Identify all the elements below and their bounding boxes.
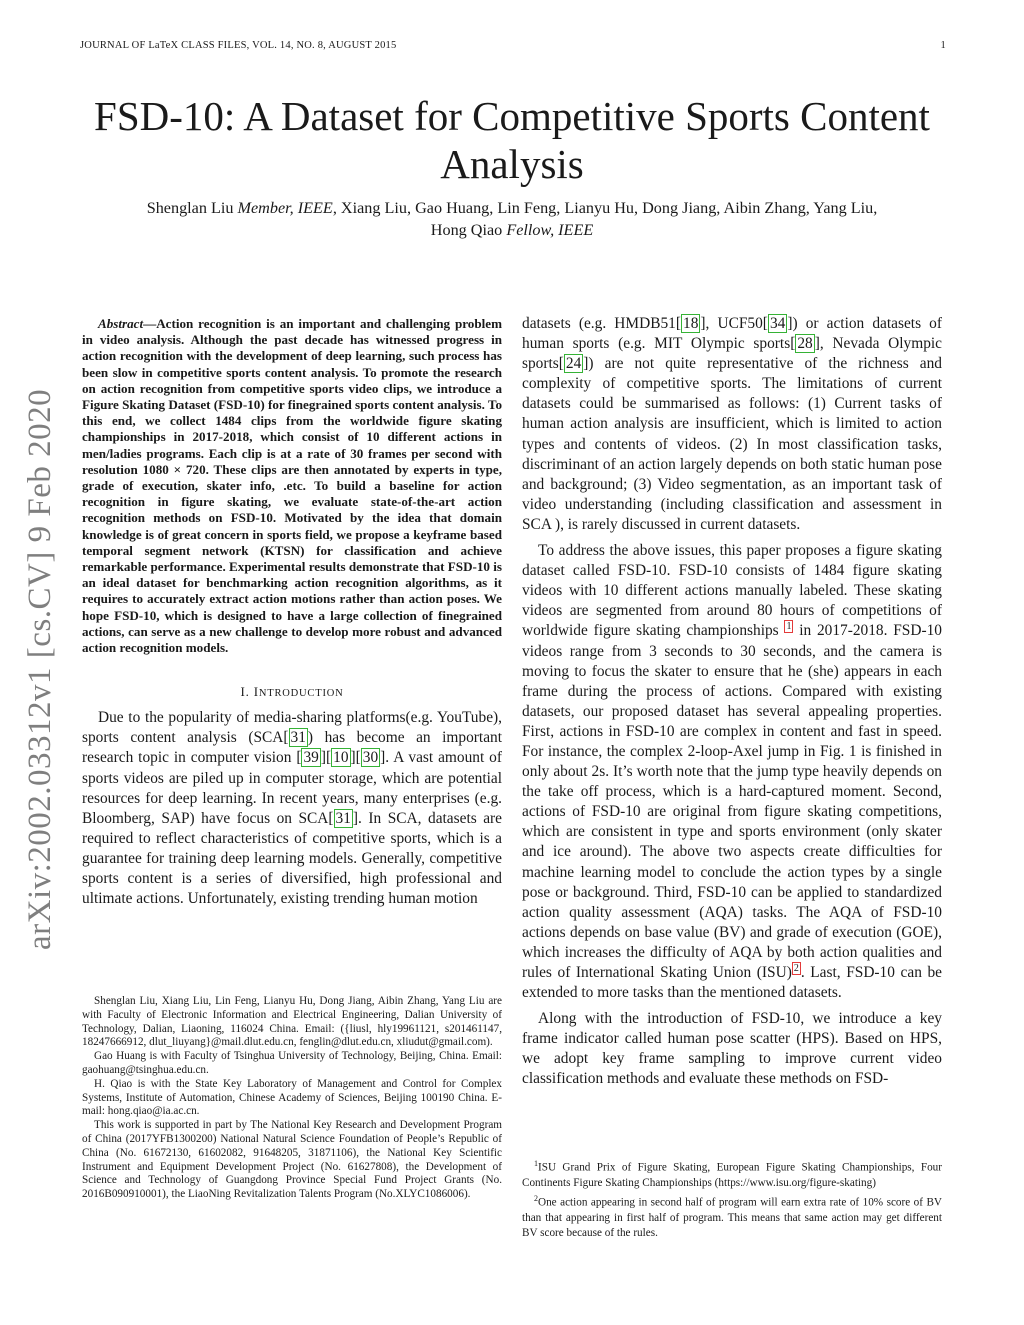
text-run: . Last, FSD-10 can be extended to more tasks than the mentioned datasets. bbox=[522, 964, 942, 1002]
citation-link[interactable]: 24 bbox=[565, 355, 582, 373]
text-run: ], Nevada Olympic sports[ bbox=[522, 335, 942, 373]
footnote-link[interactable]: 1 bbox=[786, 621, 792, 633]
intro-paragraph-1-cont bbox=[522, 314, 942, 535]
text-run: ]. In SCA, datasets are required to reflect characteristics of competitive sports, which is a guarantee for training deep learning models. Generally, competitive sports content is a series of diversified, high professional and ultimate actions. Unfortunately, existing trending human motion bbox=[82, 809, 503, 908]
footnote-mark: 1 bbox=[534, 1159, 538, 1168]
intro-paragraph-2 bbox=[522, 541, 942, 1003]
intro-paragraph-1: Due to the popularity of media-sharing platforms(e.g. YouTube), sports content analysis (SCA[ 31 ) has become an important research topic in computer vision [ 39 ][ 10 ][ 30 ]. A vast amount of sports videos are piled up in computer storage, which are potential resources for deep learning. In recent years, many enterprises (e.g. Bloomberg, SAP) have focus on SCA[ 31 ]. In SCA, datasets are required to reflect characteristics of competitive sports, which is a guarantee for training deep learning models. Generally, competitive sports content is a series of diversified, high professional and ultimate actions. Unfortunately, existing trending human motion bbox=[82, 709, 503, 908]
funding-footnote: This work is supported in part by The National Key Research and Development Program of China (2017YFB1300200) National Natural Science Foundation of People’s Republic of China (No. 61672130, 61602082, 91648205, 31871106), the National Key Scientific Instrument and Equipment Development Project (No. 61627808), the Development of Science and Technology of Guangdong Province Special Fund Project Grants (No. 2016B090910001), the LiaoNing Revitalization Talents Program (No.XLYC1086006). bbox=[82, 1119, 502, 1201]
section-numeral: I. bbox=[240, 684, 250, 700]
citation-link[interactable]: 31 bbox=[335, 809, 351, 827]
journal-info: JOURNAL OF LaTeX CLASS FILES, VOL. 14, NO. 8, AUGUST 2015 bbox=[80, 40, 397, 51]
footnote-2 bbox=[522, 1192, 942, 1240]
author-last: Hong Qiao bbox=[430, 221, 503, 239]
footnote-text: ISU Grand Prix of Figure Skating, European Figure Skating Championships, Four Continents Figure Skating Championships (https://www.isu.org/figure-skating) bbox=[522, 1161, 942, 1189]
section-first-letter: I bbox=[253, 684, 259, 700]
paper-title: FSD-10: A Dataset for Competitive Sports Content Analysis bbox=[94, 93, 930, 187]
citation-link[interactable]: 18 bbox=[683, 315, 699, 332]
section-title-rest: NTRODUCTION bbox=[258, 688, 344, 700]
footnote-mark: 2 bbox=[534, 1194, 538, 1204]
author-first: Shenglan Liu bbox=[146, 199, 234, 217]
text-run: in 2017-2018. FSD-10 videos range from 3 seconds to 30 seconds, and the camera is moving to focus the skater to ensure that he (she) appears in each frame during the process of actions. Compared with existing datasets, our proposed dataset has several appealing properties. First, actions in FSD-10 are complex in content and fast in speed. For instance, the complex 2-loop-Axel jump in Fig. 1 is finished in only about 2s. It’s worth note that the jump type heavily depends on the take off process, which is a hard-captured moment. Second, actions of FSD-10 are original from figure skating competitions, which are consistent in type and sports environment (only skater and ice around). The above two aspects create difficulties for machine learning model to conclude the action types by a single pose or background. Third, FSD-10 can be applied to standardized action quality assessment (AQA) tasks. The AQA of FSD-10 actions depends on base value (BV) and grade of execution (GOE), which increases the difficulty of AQA by both action qualities and rules of International Skating Union (ISU) bbox=[522, 622, 942, 981]
text-run: Due to the popularity of media-sharing platforms(e.g. YouTube), sports content analysis (SCA bbox=[82, 709, 502, 747]
text-run: ][ bbox=[320, 749, 332, 767]
text-run: To address the above issues, this paper proposes a figure skating dataset called FSD-10. FSD-10 consists of 1484 figure skating videos with 10 different actions manually labeled. These skating videos are segmented from around 80 hours of competitions of worldwide figure skating championships bbox=[522, 542, 942, 640]
section-heading-introduction bbox=[82, 684, 502, 700]
abstract bbox=[82, 316, 502, 656]
text-run: datasets (e.g. HMDB51[ bbox=[522, 315, 681, 332]
text-run: ][ bbox=[350, 749, 361, 767]
author-middle: , Xiang Liu, Gao Huang, Lin Feng, Lianyu Hu, Dong Jiang, Aibin Zhang, Yang Liu, bbox=[332, 199, 878, 217]
author-affiliation-footnote: Shenglan Liu, Xiang Liu, Lin Feng, Lianyu Hu, Dong Jiang, Aibin Zhang, Yang Liu are with Faculty of Electronic Information and Electrical Engineering, Dalian University of Technology, Dalian, Liaoning, 116024 China. Email: ({liusl, hly19961121, s201461147, 18247666912, dlut_liuyang}@mail.dlut.edu.cn, fenglin@dlut.edu.cn, xliudut@gmail.com). bbox=[82, 995, 502, 1049]
citation-link[interactable]: 31 bbox=[290, 729, 306, 747]
citation-link[interactable]: 10 bbox=[333, 749, 349, 767]
author-first-role: Member, IEEE bbox=[237, 199, 333, 217]
author-affiliation-footnote: Gao Huang is with Faculty of Tsinghua University of Technology, Beijing, China. Email: gaohuang@tsinghua.edu.cn. bbox=[82, 1050, 502, 1076]
abstract-text: —Action recognition is an important and challenging problem in video analysis. Although the past decade has witnessed progress in action recognition with the development of deep learning, such process has been slow in competitive sports content analysis. To promote the research on action recognition from competitive sports video clips, we introduce a Figure Skating Dataset (FSD-10) for finegrained sports content analysis. To this end, we collect 1484 clips from the worldwide figure skating championships in 2017-2018, which consist of 10 different actions in men/ladies programs. Each clip is at a rate of 30 frames per second with resolution 1080 × 720. These clips are then annotated by experts in type, grade of execution, skater info, .etc. To build a baseline for action recognition in figure skating, we evaluate state-of-the-art action recognition methods on FSD-10. Motivated by the idea that domain knowledge is of great concern in sports field, we propose a keyframe based temporal segment network (KTSN) for classification and achieve remarkable performance. Experimental results demonstrate that FSD-10 is an ideal dataset for benchmarking action recognition algorithms, as it requires to accurately extract action motions rather than action poses. We hope FSD-10, which is designed to have a large collection of finegrained actions, can serve as a new challenge to develop more robust and advanced action recognition models. bbox=[82, 316, 502, 656]
page-number: 1 bbox=[940, 40, 946, 51]
abstract-label: Abstract bbox=[98, 316, 144, 331]
author-footnotes bbox=[82, 995, 502, 1202]
text-run: ]. A vast amount of sports videos are piled up in computer storage, which are potential resources for deep learning. In recent years, many enterprises (e.g. Bloomberg, SAP) have focus on SCA[ bbox=[82, 749, 502, 827]
text-run: ) has become an important research topic in computer vision [ bbox=[82, 729, 502, 767]
intro-paragraph-3: Along with the introduction of FSD-10, we introduce a key frame indicator called human pose scatter (HPS). Based on HPS, we adopt key frame sampling to improve current video classification methods and evaluate these methods on FSD- bbox=[522, 1010, 942, 1088]
left-column bbox=[82, 316, 502, 909]
author-last-role: Fellow, IEEE bbox=[506, 221, 594, 239]
arxiv-stamp: arXiv:2002.03312v1 [cs.CV] 9 Feb 2020 bbox=[22, 388, 58, 950]
citation-link[interactable]: 34 bbox=[769, 315, 786, 332]
text-run: ]) are not quite representative of the richness and complexity of competitive sports. The limitations of current datasets could be summarised as follows: (1) Current tasks of human action analysis are insufficient, which is limited to action types and contents of videos. (2) In most classification tasks, discriminant of an action largely depends on both static human pose and background; (3) Video segmentation, as an important task of video understanding (including classification and assessment in SCA ), is rarely discussed in current datasets. bbox=[522, 355, 942, 533]
page-footnotes bbox=[522, 1157, 942, 1242]
footnote-link[interactable]: 2 bbox=[793, 962, 799, 974]
right-column bbox=[522, 314, 942, 1090]
footnote-1 bbox=[522, 1157, 942, 1190]
author-affiliation-footnote: H. Qiao is with the State Key Laboratory of Management and Control for Complex Systems, Institute of Automation, Chinese Academy of Sciences, Beijing 100190 China. E-mail: hong.qiao@ia.ac.cn. bbox=[82, 1077, 502, 1118]
citation-link[interactable]: 28 bbox=[797, 335, 813, 353]
citation-link[interactable]: 39 bbox=[303, 749, 319, 767]
citation-link[interactable]: 30 bbox=[362, 749, 379, 767]
text-run: ]) or action datasets of human sports (e.g. MIT Olympic sports[ bbox=[522, 315, 942, 353]
author-list bbox=[60, 197, 964, 241]
text-run: ], UCF50[ bbox=[700, 315, 768, 332]
footnote-text: One action appearing in second half of program will earn extra rate of 10% score of BV than that appearing in first half of program. This means that same action may get different BV score because of the rules. bbox=[522, 1197, 942, 1239]
